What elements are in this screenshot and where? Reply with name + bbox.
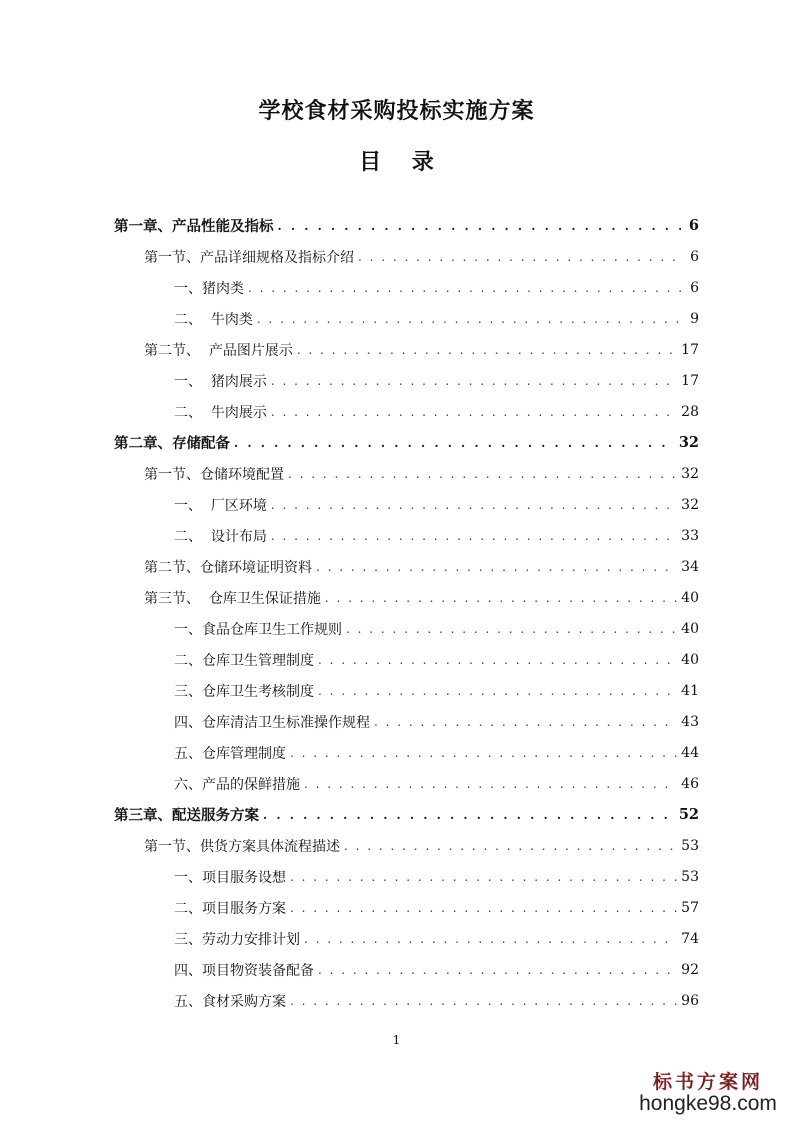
toc-entry-label: 五、仓库管理制度 [174,745,286,762]
toc-leader-dots [288,468,677,480]
toc-entry-page: 92 [681,961,699,978]
toc-entry-page: 34 [681,558,699,575]
toc-entry-label: 第一节、产品详细规格及指标介绍 [144,249,354,266]
toc-leader-dots [278,220,682,232]
toc-entry-label: 第二章、存储配备 [114,435,230,452]
toc-leader-dots [290,902,677,914]
toc-entry-label: 二、 牛肉展示 [174,404,267,421]
toc-entry-item[interactable] [114,520,699,551]
toc-entry-section[interactable] [114,582,699,613]
toc-entry-section[interactable] [114,830,699,861]
toc-entry-item[interactable] [114,396,699,427]
toc-leader-dots [271,406,677,418]
toc-entry-item[interactable] [114,985,699,1016]
toc-entry-chapter[interactable] [114,210,699,241]
toc-entry-page: 28 [681,403,699,420]
toc-entry-page: 32 [678,434,699,451]
toc-entry-page: 53 [681,837,699,854]
toc-entry-page: 17 [681,372,699,389]
toc-leader-dots [257,313,681,325]
toc-entry-item[interactable] [114,613,699,644]
toc-leader-dots [234,437,675,449]
toc-entry-label: 三、仓库卫生考核制度 [174,683,314,700]
toc-entry-page: 6 [688,217,699,234]
toc-leader-dots [304,778,677,790]
toc-leader-dots [271,530,677,542]
toc-entry-section[interactable] [114,241,699,272]
toc-entry-label: 第二节、仓储环境证明资料 [144,559,312,576]
toc-entry-item[interactable] [114,737,699,768]
toc-leader-dots [297,344,677,356]
toc-entry-label: 一、食品仓库卫生工作规则 [174,621,342,638]
toc-entry-label: 一、项目服务设想 [174,869,286,886]
toc-entry-label: 第二节、 产品图片展示 [144,342,293,359]
toc-entry-item[interactable] [114,768,699,799]
toc-leader-dots [346,623,677,635]
toc-entry-chapter[interactable] [114,427,699,458]
table-of-contents [114,210,699,1016]
toc-entry-page: 17 [681,341,699,358]
toc-leader-dots [316,561,677,573]
toc-entry-label: 二、仓库卫生管理制度 [174,652,314,669]
toc-entry-label: 一、猪肉类 [174,280,244,297]
toc-leader-dots [290,995,677,1007]
toc-entry-page: 6 [690,248,699,265]
toc-leader-dots [290,871,677,883]
toc-entry-page: 40 [681,620,699,637]
toc-entry-label: 二、 设计布局 [174,528,267,545]
toc-leader-dots [263,809,675,821]
toc-entry-page: 9 [690,310,699,327]
toc-entry-label: 第一节、仓储环境配置 [144,466,284,483]
toc-entry-label: 第一章、产品性能及指标 [114,218,274,235]
toc-entry-item[interactable] [114,706,699,737]
watermark-cn: 标书方案网 [652,1071,763,1093]
toc-entry-label: 第三节、 仓库卫生保证措施 [144,590,321,607]
toc-leader-dots [358,251,681,263]
page-number: 1 [392,1033,401,1047]
toc-entry-item[interactable] [114,675,699,706]
toc-leader-dots [271,375,677,387]
toc-entry-section[interactable] [114,334,699,365]
toc-entry-label: 二、项目服务方案 [174,900,286,917]
toc-leader-dots [318,964,677,976]
toc-entry-item[interactable] [114,489,699,520]
toc-heading: 目 录 [359,149,434,175]
toc-entry-label: 第三章、配送服务方案 [114,807,259,824]
toc-leader-dots [248,282,681,294]
toc-leader-dots [374,716,677,728]
toc-entry-page: 57 [681,899,699,916]
toc-entry-item[interactable] [114,644,699,675]
toc-entry-page: 96 [681,992,699,1009]
toc-entry-section[interactable] [114,458,699,489]
toc-entry-page: 44 [681,744,699,761]
toc-entry-label: 五、食材采购方案 [174,993,286,1010]
toc-entry-chapter[interactable] [114,799,699,830]
watermark-logo [633,1067,783,1116]
toc-entry-label: 二、 牛肉类 [174,311,253,328]
toc-entry-label: 一、 厂区环境 [174,497,267,514]
toc-entry-item[interactable] [114,923,699,954]
toc-entry-item[interactable] [114,861,699,892]
toc-entry-item[interactable] [114,303,699,334]
toc-leader-dots [344,840,677,852]
toc-entry-page: 6 [690,279,699,296]
toc-entry-item[interactable] [114,365,699,396]
toc-entry-page: 43 [681,713,699,730]
toc-entry-label: 第一节、供货方案具体流程描述 [144,838,340,855]
toc-leader-dots [318,654,677,666]
toc-entry-label: 四、仓库清洁卫生标准操作规程 [174,714,370,731]
toc-entry-label: 一、 猪肉展示 [174,373,267,390]
toc-leader-dots [325,592,677,604]
toc-entry-page: 32 [681,465,699,482]
toc-entry-item[interactable] [114,272,699,303]
toc-entry-page: 74 [681,930,699,947]
toc-entry-item[interactable] [114,954,699,985]
toc-entry-page: 53 [681,868,699,885]
toc-entry-section[interactable] [114,551,699,582]
toc-entry-page: 41 [681,682,699,699]
toc-leader-dots [304,933,677,945]
toc-leader-dots [318,685,677,697]
toc-entry-item[interactable] [114,892,699,923]
toc-leader-dots [271,499,677,511]
toc-entry-page: 32 [681,496,699,513]
toc-entry-label: 三、劳动力安排计划 [174,931,300,948]
toc-leader-dots [290,747,677,759]
watermark-en: hongke98.com [639,1092,777,1115]
toc-entry-label: 四、项目物资装备配备 [174,962,314,979]
document-title: 学校食材采购投标实施方案 [258,98,535,124]
toc-entry-page: 52 [678,806,699,823]
toc-entry-page: 33 [681,527,699,544]
toc-entry-label: 六、产品的保鲜措施 [174,776,300,793]
toc-entry-page: 40 [681,589,699,606]
toc-entry-page: 46 [681,775,699,792]
toc-entry-page: 40 [681,651,699,668]
